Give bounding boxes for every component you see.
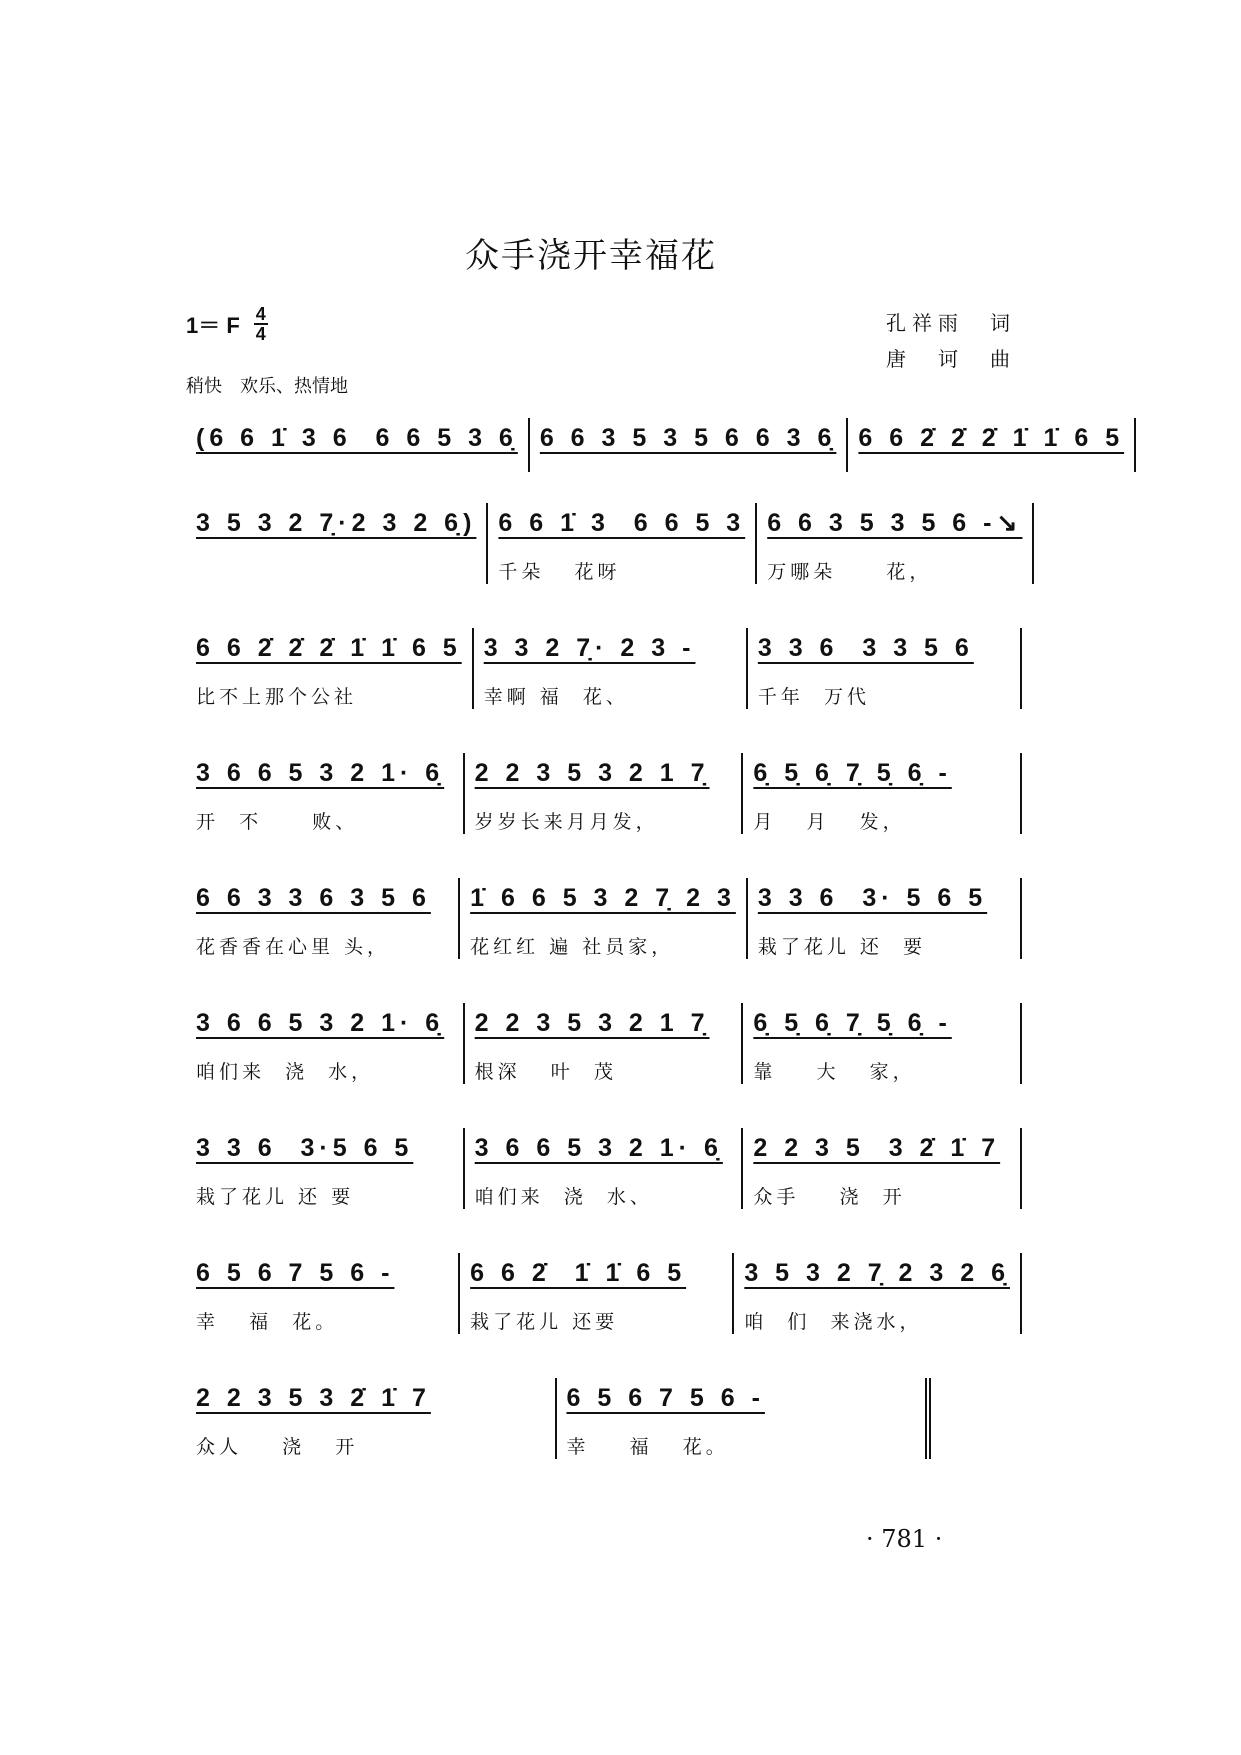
lyric: 花红红 遍 社员家， [470, 936, 675, 958]
measure-notes: 3 6 6 5 3 2 1· 6̣ [196, 1009, 445, 1037]
lyric: 万哪朵 花， [767, 561, 933, 583]
score-line [186, 418, 1125, 472]
measure-notes: 6̣ 5̣ 6̣ 7̣ 5̣ 6̣ - [753, 1009, 952, 1037]
measure-notes: 3 3 2 7̣· 2 3 - [483, 634, 696, 662]
lyric: 栽了花儿 还 要 [757, 936, 926, 958]
lyric: 月 月 发， [753, 811, 906, 833]
measure [186, 753, 465, 834]
measure-notes: 2 2 3 5 3 2 1 7̣ [474, 759, 710, 787]
measure [743, 1128, 1022, 1209]
measure [186, 878, 460, 959]
lyric: 栽了花儿 还 要 [196, 1186, 355, 1208]
key-label: 1＝ F [186, 312, 240, 338]
measure [743, 1003, 1022, 1084]
score-line [186, 1378, 931, 1459]
measure-notes: 6 6 3 5 3 5 6 6 3 6̣ [539, 424, 837, 452]
measure-notes: 2 2 3 5 3 2̇ 1̇ 7 [753, 1134, 1001, 1162]
lyric: 千年 万代 [757, 686, 870, 708]
measure-notes: 3 5 3 2 7̣ 2 3 2 6̣ [744, 1259, 1011, 1287]
score-line [186, 503, 1022, 584]
time-signature [254, 305, 268, 343]
lyricist: 孔祥雨 词 [886, 311, 1016, 335]
tempo-marking: 稍快 欢乐、热情地 [186, 376, 348, 397]
measure-notes: 3 5 3 2 7̣·2 3 2 6̣) [196, 509, 477, 537]
measure-notes: 6̣ 5̣ 6̣ 7̣ 5̣ 6̣ - [753, 759, 952, 787]
measure-notes: 6 5 6 7 5 6 - [566, 1384, 765, 1412]
measure-notes: 6 5 6 7 5 6 - [196, 1259, 395, 1287]
measure [530, 418, 849, 472]
measure [186, 1128, 465, 1209]
lyric: 千朵 花呀 [498, 561, 621, 583]
lyric: 花香香在心里 头， [196, 936, 391, 958]
measure [186, 503, 488, 584]
measure [488, 503, 757, 584]
lyric: 比不上那个公社 [196, 686, 358, 708]
measure-notes: 3 3 6 3· 5 6 5 [757, 884, 988, 912]
time-bottom: 4 [255, 324, 266, 344]
score-line [186, 753, 1022, 834]
measure [743, 753, 1022, 834]
measure-notes: 3 6 6 5 3 2 1· 6̣ [474, 1134, 723, 1162]
measure [465, 1128, 744, 1209]
measure-notes: 6 6 2̇ 1̇ 1̇ 6 5 [470, 1259, 687, 1287]
measure-notes: 6 6 3 3 6 3 5 6 [196, 884, 431, 912]
measure-notes: 6 6 3 5 3 5 6 -↘ [767, 509, 1023, 537]
measure-notes: 6 6 2̇ 2̇ 2̇ 1̇ 1̇ 6 5 [858, 424, 1125, 452]
measure [186, 1378, 557, 1459]
lyric: 众人 浇 开 [196, 1436, 359, 1458]
measure [557, 1378, 932, 1459]
measure-notes: 6 6 1̇ 3 6 6 5 3 [498, 509, 746, 537]
measure [734, 1253, 1022, 1334]
measure-notes: 1̇ 6 6 5 3 2 7̣ 2 3 [470, 884, 736, 912]
lyric: 栽了花儿 还要 [470, 1311, 619, 1333]
measure-notes: 3 3 6 3·5 6 5 [196, 1134, 414, 1162]
time-top: 4 [255, 304, 266, 324]
composer: 唐 诃 曲 [886, 347, 1016, 371]
lyric: 根深 叶 茂 [474, 1061, 617, 1083]
lyric: 幸 福 花。 [566, 1436, 729, 1458]
lyric: 众手 浇 开 [753, 1186, 906, 1208]
score-line [186, 1003, 1022, 1084]
score-line [186, 628, 1022, 709]
lyric: 幸啊 福 花、 [483, 686, 629, 708]
measure [848, 418, 1136, 472]
lyric: 咱们来 浇 水， [196, 1061, 375, 1083]
measure [186, 1003, 465, 1084]
measure-notes: (6 6 1̇ 3 6 6 6 5 3 6̣ [196, 424, 518, 452]
measure [474, 628, 748, 709]
lyric: 咱们来 浇 水、 [474, 1186, 653, 1208]
measure-notes: 3 6 6 5 3 2 1· 6̣ [196, 759, 445, 787]
score-line [186, 878, 1022, 959]
measure [460, 878, 748, 959]
lyric: 岁岁长来月月发， [474, 811, 659, 833]
score-line [186, 1253, 1022, 1334]
measure-notes: 3 3 6 3 3 5 6 [757, 634, 974, 662]
lyric: 幸 福 花。 [196, 1311, 339, 1333]
measure-notes: 2 2 3 5 3 2 1 7̣ [474, 1009, 710, 1037]
measure [465, 753, 744, 834]
measure [465, 1003, 744, 1084]
measure-notes: 2 2 3 5 3 2̇ 1̇ 7 [196, 1384, 431, 1412]
credits [886, 305, 1016, 377]
measure [186, 1253, 460, 1334]
measure [186, 628, 474, 709]
measure [748, 878, 1022, 959]
measure [460, 1253, 734, 1334]
lyric: 开 不 败、 [196, 811, 359, 833]
measure [757, 503, 1034, 584]
lyric: 咱 们 来浇水， [744, 1311, 923, 1333]
score-line [186, 1128, 1022, 1209]
measure [186, 418, 530, 472]
measure-notes: 6 6 2̇ 2̇ 2̇ 1̇ 1̇ 6 5 [196, 634, 462, 662]
song-title: 众手浇开幸福花 [465, 236, 717, 276]
page-number: · 781 · [866, 1525, 943, 1553]
lyric: 靠 大 家， [753, 1061, 916, 1083]
key-signature [186, 305, 268, 343]
measure [748, 628, 1022, 709]
